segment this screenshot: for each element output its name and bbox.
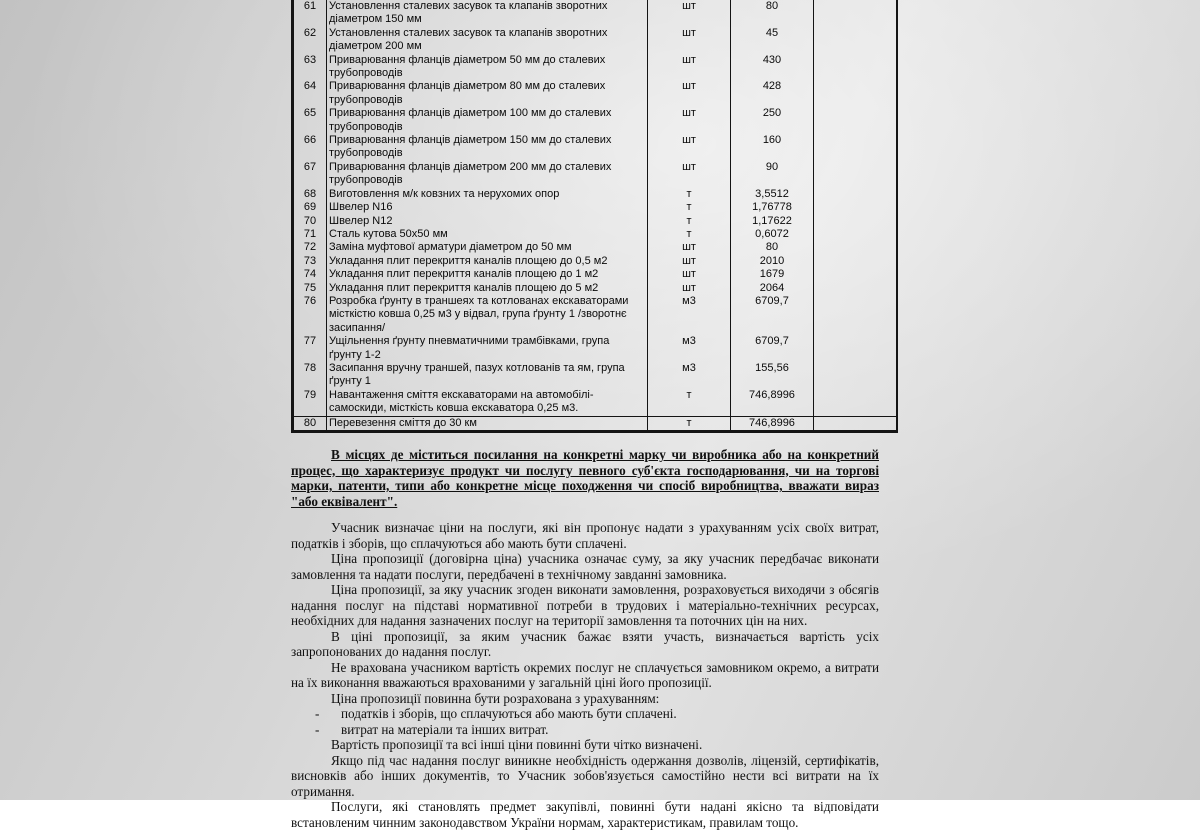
terms-text-block bbox=[291, 447, 879, 830]
equivalent-clause-paragraph: В місцях де міститься посилання на конкретні марку чи виробника або на конкретний процес, що характеризує продукт чи послугу певного суб'єкта господарювання, чи на торгові марки, патенти, типи або конкретне місце походження чи спосіб виробництва, вважати вираз "або еквівалент". bbox=[291, 447, 879, 509]
row-number-cell: 65 bbox=[293, 107, 327, 134]
description-cell: Сталь кутова 50х50 мм bbox=[327, 228, 648, 241]
dash-marker: - bbox=[315, 721, 320, 737]
description-cell: Приварювання фланців діаметром 80 мм до сталевих трубопроводів bbox=[327, 80, 648, 107]
table-row bbox=[293, 228, 898, 241]
row-number-cell: 69 bbox=[293, 201, 327, 214]
document-content bbox=[291, 0, 891, 830]
quantity-cell: 1679 bbox=[731, 268, 814, 281]
note-cell bbox=[814, 215, 898, 228]
row-number-cell: 74 bbox=[293, 268, 327, 281]
table-row bbox=[293, 389, 898, 416]
quantity-cell: 1,17622 bbox=[731, 215, 814, 228]
quantity-cell: 80 bbox=[731, 0, 814, 27]
row-number-cell: 67 bbox=[293, 161, 327, 188]
description-cell: Швелер N12 bbox=[327, 215, 648, 228]
description-cell: Приварювання фланців діаметром 150 мм до сталевих трубопроводів bbox=[327, 134, 648, 161]
note-cell bbox=[814, 389, 898, 416]
unit-cell: т bbox=[648, 215, 731, 228]
unit-cell: шт bbox=[648, 134, 731, 161]
note-cell bbox=[814, 107, 898, 134]
unit-cell: м3 bbox=[648, 295, 731, 335]
note-cell bbox=[814, 335, 898, 362]
list-item bbox=[291, 706, 879, 722]
row-number-cell: 79 bbox=[293, 389, 327, 416]
note-cell bbox=[814, 362, 898, 389]
list-item-text: витрат на матеріали та інших витрат. bbox=[341, 721, 549, 737]
row-number-cell: 63 bbox=[293, 54, 327, 81]
unit-cell: шт bbox=[648, 255, 731, 268]
unit-cell: шт bbox=[648, 241, 731, 254]
table-row bbox=[293, 54, 898, 81]
table-row bbox=[293, 255, 898, 268]
unit-cell: т bbox=[648, 201, 731, 214]
row-number-cell: 64 bbox=[293, 80, 327, 107]
table-row bbox=[293, 134, 898, 161]
row-number-cell: 76 bbox=[293, 295, 327, 335]
unit-cell: шт bbox=[648, 282, 731, 295]
paragraph: Якщо під час надання послуг виникне необхідність одержання дозволів, ліцензій, сертифікатів, висновків або інших документів, то Учасник зобов'язується самостійно нести всі витрати на їх отримання. bbox=[291, 752, 879, 799]
description-cell: Швелер N16 bbox=[327, 201, 648, 214]
quantity-cell: 250 bbox=[731, 107, 814, 134]
note-cell bbox=[814, 80, 898, 107]
table-row bbox=[293, 416, 898, 431]
unit-cell: шт bbox=[648, 54, 731, 81]
unit-cell: т bbox=[648, 416, 731, 431]
row-number-cell: 66 bbox=[293, 134, 327, 161]
note-cell bbox=[814, 255, 898, 268]
table-row bbox=[293, 161, 898, 188]
unit-cell: шт bbox=[648, 107, 731, 134]
paragraph: Ціна пропозиції повинна бути розрахована з урахуванням: bbox=[331, 690, 660, 706]
description-cell: Заміна муфтової арматури діаметром до 50 мм bbox=[327, 241, 648, 254]
description-cell: Установлення сталевих засувок та клапанів зворотних діаметром 200 мм bbox=[327, 27, 648, 54]
quantity-cell: 90 bbox=[731, 161, 814, 188]
description-cell: Укладання плит перекриття каналів площею до 1 м2 bbox=[327, 268, 648, 281]
row-number-cell: 71 bbox=[293, 228, 327, 241]
description-cell: Укладання плит перекриття каналів площею до 5 м2 bbox=[327, 282, 648, 295]
table-row bbox=[293, 0, 898, 27]
unit-cell: т bbox=[648, 188, 731, 201]
description-cell: Розробка ґрунту в траншеях та котлованах екскаваторами місткістю ковша 0,25 м3 у відвал, група ґрунту 1 /зворотнє засипання/ bbox=[327, 295, 648, 335]
unit-cell: м3 bbox=[648, 335, 731, 362]
quantity-cell: 0,6072 bbox=[731, 228, 814, 241]
paragraph: В ціні пропозиції, за яким учасник бажає взяти участь, визначається вартість усіх запропонованих до надання послуг. bbox=[291, 628, 879, 659]
note-cell bbox=[814, 201, 898, 214]
dash-marker: - bbox=[315, 706, 320, 721]
table-row bbox=[293, 282, 898, 295]
note-cell bbox=[814, 241, 898, 254]
description-cell: Навантаження сміття екскаваторами на автомобілі-самоскиди, місткість ковша екскаватора 0,25 м3. bbox=[327, 389, 648, 416]
description-cell: Виготовлення м/к ковзних та нерухомих опор bbox=[327, 188, 648, 201]
paragraph: Не врахована учасником вартість окремих послуг не сплачується замовником окремо, а витрати на їх виконання вважаються врахованими у загальній ціні його пропозиції. bbox=[291, 659, 879, 690]
description-cell: Ущільнення ґрунту пневматичними трамбівками, група ґрунту 1-2 bbox=[327, 335, 648, 362]
table-row bbox=[293, 80, 898, 107]
note-cell bbox=[814, 134, 898, 161]
note-cell bbox=[814, 228, 898, 241]
description-cell: Перевезення сміття до 30 км bbox=[327, 416, 648, 431]
quantity-cell: 2064 bbox=[731, 282, 814, 295]
paragraph: Ціна пропозиції (договірна ціна) учасника означає суму, за яку учасник передбачає виконати замовлення та надати послуги, передбачені в технічному завданні замовника. bbox=[291, 551, 879, 582]
note-cell bbox=[814, 54, 898, 81]
quantity-cell: 6709,7 bbox=[731, 295, 814, 335]
note-cell bbox=[814, 268, 898, 281]
quantity-cell: 746,8996 bbox=[731, 416, 814, 431]
table-row bbox=[293, 201, 898, 214]
note-cell bbox=[814, 282, 898, 295]
unit-cell: м3 bbox=[648, 362, 731, 389]
row-number-cell: 80 bbox=[293, 416, 327, 431]
table-row bbox=[293, 188, 898, 201]
table-row bbox=[293, 107, 898, 134]
note-cell bbox=[814, 0, 898, 27]
table-row bbox=[293, 268, 898, 281]
table-row bbox=[293, 215, 898, 228]
quantity-cell: 3,5512 bbox=[731, 188, 814, 201]
row-number-cell: 73 bbox=[293, 255, 327, 268]
quantity-cell: 428 bbox=[731, 80, 814, 107]
row-number-cell: 70 bbox=[293, 215, 327, 228]
works-table bbox=[291, 0, 898, 433]
note-cell bbox=[814, 416, 898, 431]
paragraph: Вартість пропозиції та всі інші ціни повинні бути чітко визначені. bbox=[331, 737, 703, 752]
row-number-cell: 61 bbox=[293, 0, 327, 27]
quantity-cell: 80 bbox=[731, 241, 814, 254]
unit-cell: т bbox=[648, 228, 731, 241]
table-row bbox=[293, 295, 898, 335]
note-cell bbox=[814, 295, 898, 335]
quantity-cell: 6709,7 bbox=[731, 335, 814, 362]
note-cell bbox=[814, 161, 898, 188]
quantity-cell: 746,8996 bbox=[731, 389, 814, 416]
note-cell bbox=[814, 27, 898, 54]
table-row bbox=[293, 27, 898, 54]
list-item-text: податків і зборів, що сплачуються або мають бути сплачені. bbox=[341, 706, 677, 721]
unit-cell: шт bbox=[648, 0, 731, 27]
unit-cell: т bbox=[648, 389, 731, 416]
description-cell: Установлення сталевих засувок та клапанів зворотних діаметром 150 мм bbox=[327, 0, 648, 27]
table-row bbox=[293, 335, 898, 362]
quantity-cell: 155,56 bbox=[731, 362, 814, 389]
description-cell: Приварювання фланців діаметром 50 мм до сталевих трубопроводів bbox=[327, 54, 648, 81]
paragraph: Послуги, які становлять предмет закупівлі, повинні бути надані якісно та відповідати встановленим чинним законодавством України нормам, характеристикам, правилам тощо. bbox=[291, 799, 879, 830]
description-cell: Приварювання фланців діаметром 100 мм до сталевих трубопроводів bbox=[327, 107, 648, 134]
row-number-cell: 62 bbox=[293, 27, 327, 54]
description-cell: Приварювання фланців діаметром 200 мм до сталевих трубопроводів bbox=[327, 161, 648, 188]
quantity-cell: 2010 bbox=[731, 255, 814, 268]
list-item bbox=[291, 722, 879, 738]
note-cell bbox=[814, 188, 898, 201]
paragraph: Ціна пропозиції, за яку учасник згоден виконати замовлення, розраховується виходячи з обсягів надання послуг на підставі нормативної потреби в трудових і матеріально-технічних ресурсах, необхідних для надання зазначених послуг на території замовлення та поточних цін на них. bbox=[291, 582, 879, 628]
quantity-cell: 1,76778 bbox=[731, 201, 814, 214]
quantity-cell: 160 bbox=[731, 134, 814, 161]
description-cell: Укладання плит перекриття каналів площею до 0,5 м2 bbox=[327, 255, 648, 268]
description-cell: Засипання вручну траншей, пазух котлованів та ям, група ґрунту 1 bbox=[327, 362, 648, 389]
quantity-cell: 430 bbox=[731, 54, 814, 81]
row-number-cell: 75 bbox=[293, 282, 327, 295]
table-row bbox=[293, 241, 898, 254]
quantity-cell: 45 bbox=[731, 27, 814, 54]
paragraph: Учасник визначає ціни на послуги, які він пропонує надати з урахуванням усіх своїх витрат, податків і зборів, що сплачуються або мають бути сплачені. bbox=[291, 520, 879, 551]
unit-cell: шт bbox=[648, 161, 731, 188]
unit-cell: шт bbox=[648, 268, 731, 281]
table-row bbox=[293, 362, 898, 389]
row-number-cell: 78 bbox=[293, 362, 327, 389]
row-number-cell: 68 bbox=[293, 188, 327, 201]
row-number-cell: 77 bbox=[293, 335, 327, 362]
unit-cell: шт bbox=[648, 80, 731, 107]
unit-cell: шт bbox=[648, 27, 731, 54]
row-number-cell: 72 bbox=[293, 241, 327, 254]
